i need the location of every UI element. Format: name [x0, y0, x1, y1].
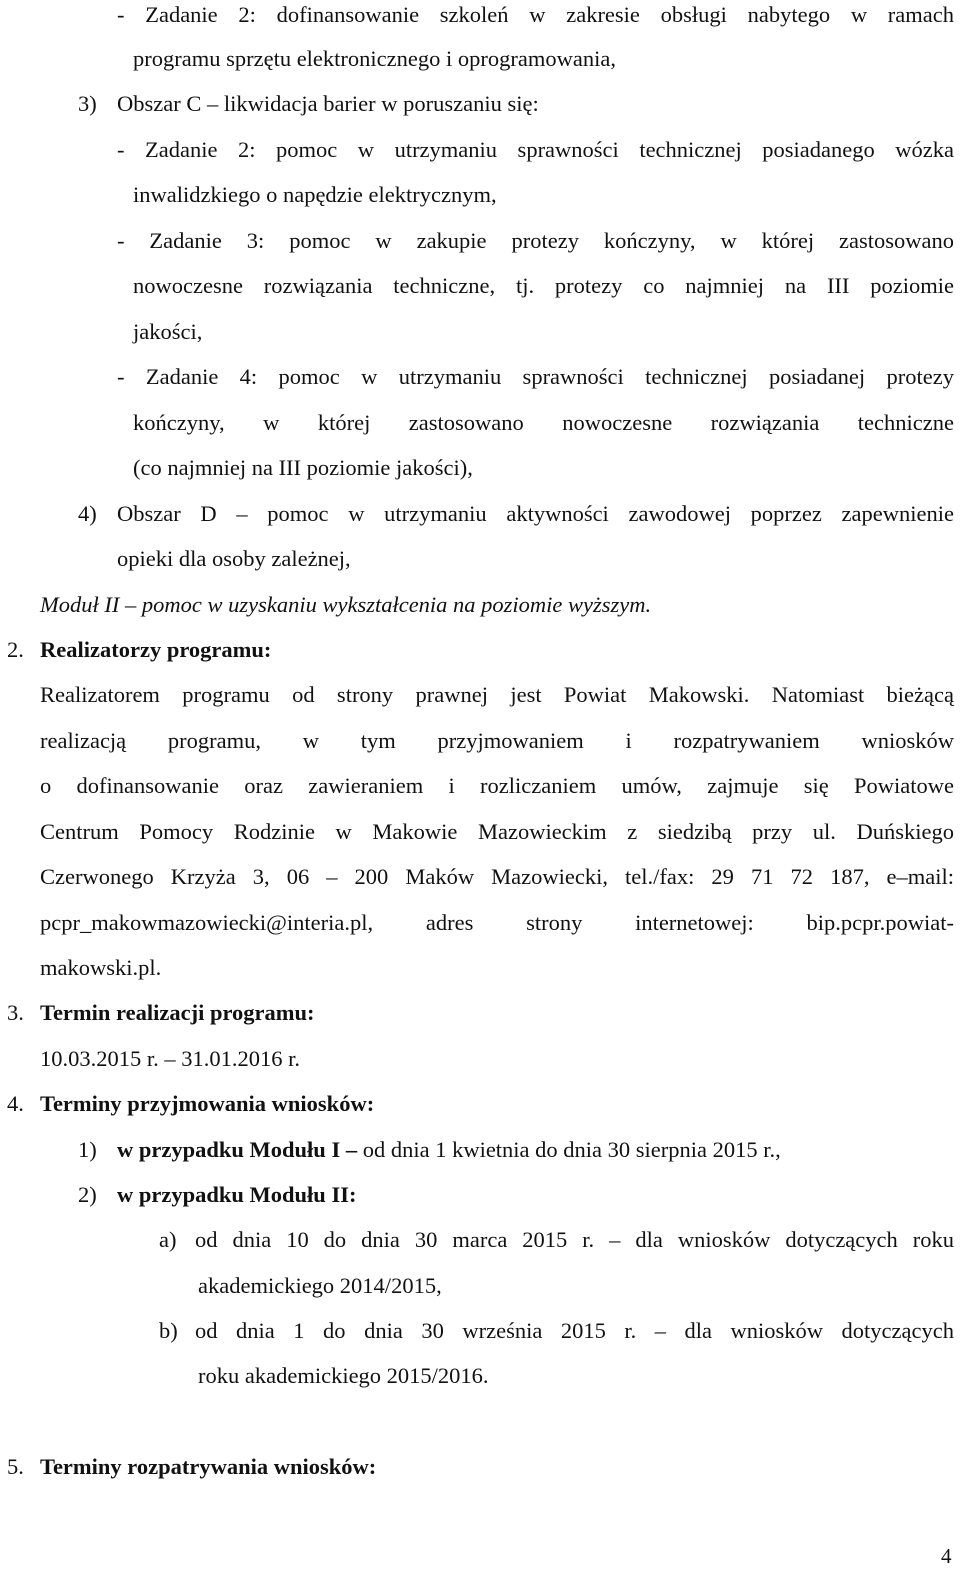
obszar-d-cont: opieki dla osoby zależnej, [117, 546, 351, 571]
section-2-title: Realizatorzy programu: [40, 637, 272, 662]
section-3-title: Termin realizacji programu: [40, 1000, 315, 1025]
obszar-c-zadanie-4-end: (co najmniej na III poziomie jakości), [133, 455, 473, 480]
obszar-c-zadanie-2-cont: inwalidzkiego o napędzie elektrycznym, [133, 182, 497, 207]
section-4-heading [40, 1089, 374, 1119]
section-2-paragraph-line: realizacją programu, w tym przyjmowaniem i rozpatrywaniem wniosków [40, 728, 954, 753]
section-number: 2. [7, 637, 24, 662]
section-2-heading [40, 635, 271, 665]
obszar-d: Obszar D – pomoc w utrzymaniu aktywności zawodowej poprzez zapewnienie [117, 501, 954, 526]
section-2-paragraph-line: pcpr_makowmazowiecki@interia.pl, adres strony internetowej: bip.pcpr.powiat- [40, 910, 954, 935]
modul-1-deadline [117, 1135, 781, 1165]
modul-2-item-b-cont: roku akademickiego 2015/2016. [198, 1363, 489, 1388]
section-number: 4. [7, 1091, 24, 1116]
page-number: 4 [941, 1544, 952, 1568]
section-4-title: Terminy przyjmowania wniosków: [40, 1091, 375, 1116]
list-number: 2) [78, 1182, 97, 1207]
obszar-c-zadanie-4-cont: kończyny, w której zastosowano nowoczesne rozwiązania techniczne [133, 410, 954, 435]
section-3-dates: 10.03.2015 r. – 31.01.2016 r. [40, 1046, 301, 1071]
modul-2-item-a: od dnia 10 do dnia 30 marca 2015 r. – dla wniosków dotyczących roku [195, 1227, 954, 1252]
section-3-heading [40, 998, 315, 1028]
modul-2-item-b: od dnia 1 do dnia 30 września 2015 r. – dla wniosków dotyczących [195, 1318, 954, 1343]
section-2-paragraph-end: makowski.pl. [40, 955, 162, 980]
list-letter: a) [159, 1227, 177, 1252]
zadanie-2-line: - Zadanie 2: dofinansowanie szkoleń w zakresie obsługi nabytego w ramach [117, 2, 954, 27]
list-letter: b) [159, 1318, 178, 1343]
list-number: 4) [78, 501, 97, 526]
zadanie-2-cont: programu sprzętu elektronicznego i oprogramowania, [133, 46, 616, 71]
section-2-paragraph-line: Realizatorem programu od strony prawnej jest Powiat Makowski. Natomiast bieżącą [40, 682, 954, 707]
modul-1-label: w przypadku Modułu I – [117, 1137, 358, 1162]
section-2-paragraph-line: Czerwonego Krzyża 3, 06 – 200 Maków Mazowiecki, tel./fax: 29 71 72 187, e–mail: [40, 864, 954, 889]
section-2-paragraph-line: o dofinansowanie oraz zawieraniem i rozliczaniem umów, zajmuje się Powiatowe [40, 773, 954, 798]
modul-2-deadline [117, 1180, 356, 1210]
section-5-heading [40, 1452, 376, 1482]
section-5-title: Terminy rozpatrywania wniosków: [40, 1454, 377, 1479]
list-number: 3) [78, 91, 97, 116]
modul-2-description: Moduł II – pomoc w uzyskaniu wykształcenia na poziomie wyższym. [40, 592, 652, 617]
obszar-c-zadanie-3-end: jakości, [133, 319, 203, 344]
section-number: 5. [7, 1454, 24, 1479]
modul-1-dates: od dnia 1 kwietnia do dnia 30 sierpnia 2015 r., [357, 1137, 781, 1162]
obszar-c-zadanie-4: - Zadanie 4: pomoc w utrzymaniu sprawności technicznej posiadanej protezy [117, 364, 954, 389]
modul-2-item-a-cont: akademickiego 2014/2015, [198, 1273, 442, 1298]
section-number: 3. [7, 1000, 24, 1025]
modul-2-label: w przypadku Modułu II: [117, 1182, 357, 1207]
obszar-c-zadanie-2: - Zadanie 2: pomoc w utrzymaniu sprawności technicznej posiadanego wózka [117, 137, 954, 162]
obszar-c: Obszar C – likwidacja barier w poruszaniu się: [117, 91, 539, 116]
obszar-c-zadanie-3: - Zadanie 3: pomoc w zakupie protezy kończyny, w której zastosowano [117, 228, 954, 253]
list-number: 1) [78, 1137, 97, 1162]
section-2-paragraph-line: Centrum Pomocy Rodzinie w Makowie Mazowieckim z siedzibą przy ul. Duńskiego [40, 819, 954, 844]
obszar-c-zadanie-3-cont: nowoczesne rozwiązania techniczne, tj. protezy co najmniej na III poziomie [133, 273, 954, 298]
